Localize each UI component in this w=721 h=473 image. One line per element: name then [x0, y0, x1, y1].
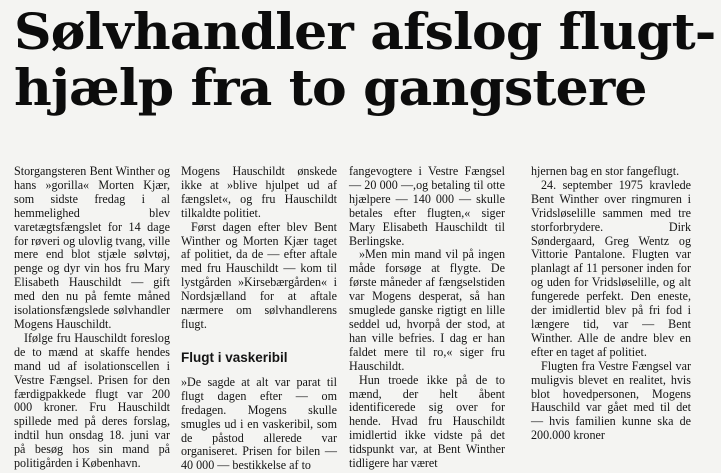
headline-line-1: Sølvhandler afslog flugt- [14, 2, 716, 61]
column-3-paragraph-1: fangevogtere i Vestre Fængsel — 20 000 —,og betaling til otte hjælpere — 140 000 — skulle betales efter flugten,« siger Mary Elisabeth Hauschildt til Berlingske. [349, 164, 505, 248]
headline [14, 4, 721, 116]
column-4-paragraph-2: 24. september 1975 kravlede Bent Winther over ringmuren i Vridsløselille sammen med tre storforbrydere. Dirk Søndergaard, Greg Wentz og Vittorie Pantalone. Flugten var planlagt af 11 personer inden for og uden for Vridsløselille, og alt fungerede perfekt. Den eneste, der imidlertid blev på fri fod i længere tid, var — Bent Winther. Alle de andre blev en efter en taget af politiet. [531, 177, 691, 359]
article-column-3 [349, 164, 505, 471]
column-2-paragraph-3: »De sagde at alt var parat til flugt dagen efter — om fredagen. Mogens skulle smugles ud i en vaskeribil, som de påstod allerede var organiseret. Prisen for bilen — 40 000 — bestikkelse af to [181, 374, 337, 473]
subheading: Flugt i vaskeribil [181, 349, 288, 365]
column-2-paragraph-1: Mogens Hauschildt ønskede ikke at »blive hjulpet ud af fængslet«, og fru Hauschildt tilkaldte politiet. [181, 164, 337, 220]
column-1-paragraph-2: Ifølge fru Hauschildt foreslog de to mænd at skaffe hendes mand ud af isolationscellen i Vestre Fængsel. Prisen for den færdigpakkede flugt var 200 000 kroner. Fru Hauschildt spillede med på deres forslag, indtil hun onsdag 18. juni var på besøg hos sin mand på politigården i København. [14, 330, 170, 471]
article-column-1 [14, 164, 170, 471]
column-3-paragraph-2: »Men min mand vil på ingen måde forsøge at flygte. De første måneder af fængselstiden var Mogens desperat, så han smuglede ganske rigtigt en lille seddel ud, hvorpå der stod, at han ville befries. I dag er han faldet mere til ro,« siger fru Hauschildt. [349, 247, 505, 373]
article-column-2 [181, 164, 337, 473]
article-column-4 [531, 165, 691, 461]
column-4-paragraph-1: hjernen bag en stor fangeflugt. [531, 164, 680, 178]
column-4-paragraph-3: Flugten fra Vestre Fængsel var muligvis blevet en realitet, hvis blot hovedpersonen, Mogens Hauschild var gået med til det — hvis familien kunne ska de 200.000 kroner [531, 358, 691, 443]
column-1-paragraph-1: Storgangsteren Bent Winther og hans »gorilla« Morten Kjær, som sidste fredag i al hemmelighed blev varetægtsfængslet for 14 dage for røveri og ulovlig tvang, ville mere end blot stjæle sølvtøj, penge og dyr vin hos fru Mary Elisabeth Hauschildt — gift med den nu på femte måned isolationsfængslede sølvhandler Mogens Hauschildt. [14, 164, 170, 331]
column-3-paragraph-3: Hun troede ikke på de to mænd, der helt åbent identificerede sig over for hende. Hvad fru Hauschildt imidlertid ikke vidste på det tidspunkt var, at Bent Winther tidligere har været [349, 372, 505, 471]
headline-line-2: hjælp fra to gangstere [14, 58, 647, 117]
column-2-paragraph-2: Først dagen efter blev Bent Winther og Morten Kjær taget af politiet, da de — efter aftale med fru Hauschildt — kom til lystgården »Kirsebærgården« i Nordsjælland for at aftale nærmere om sølvhandlerens flugt. [181, 219, 337, 331]
